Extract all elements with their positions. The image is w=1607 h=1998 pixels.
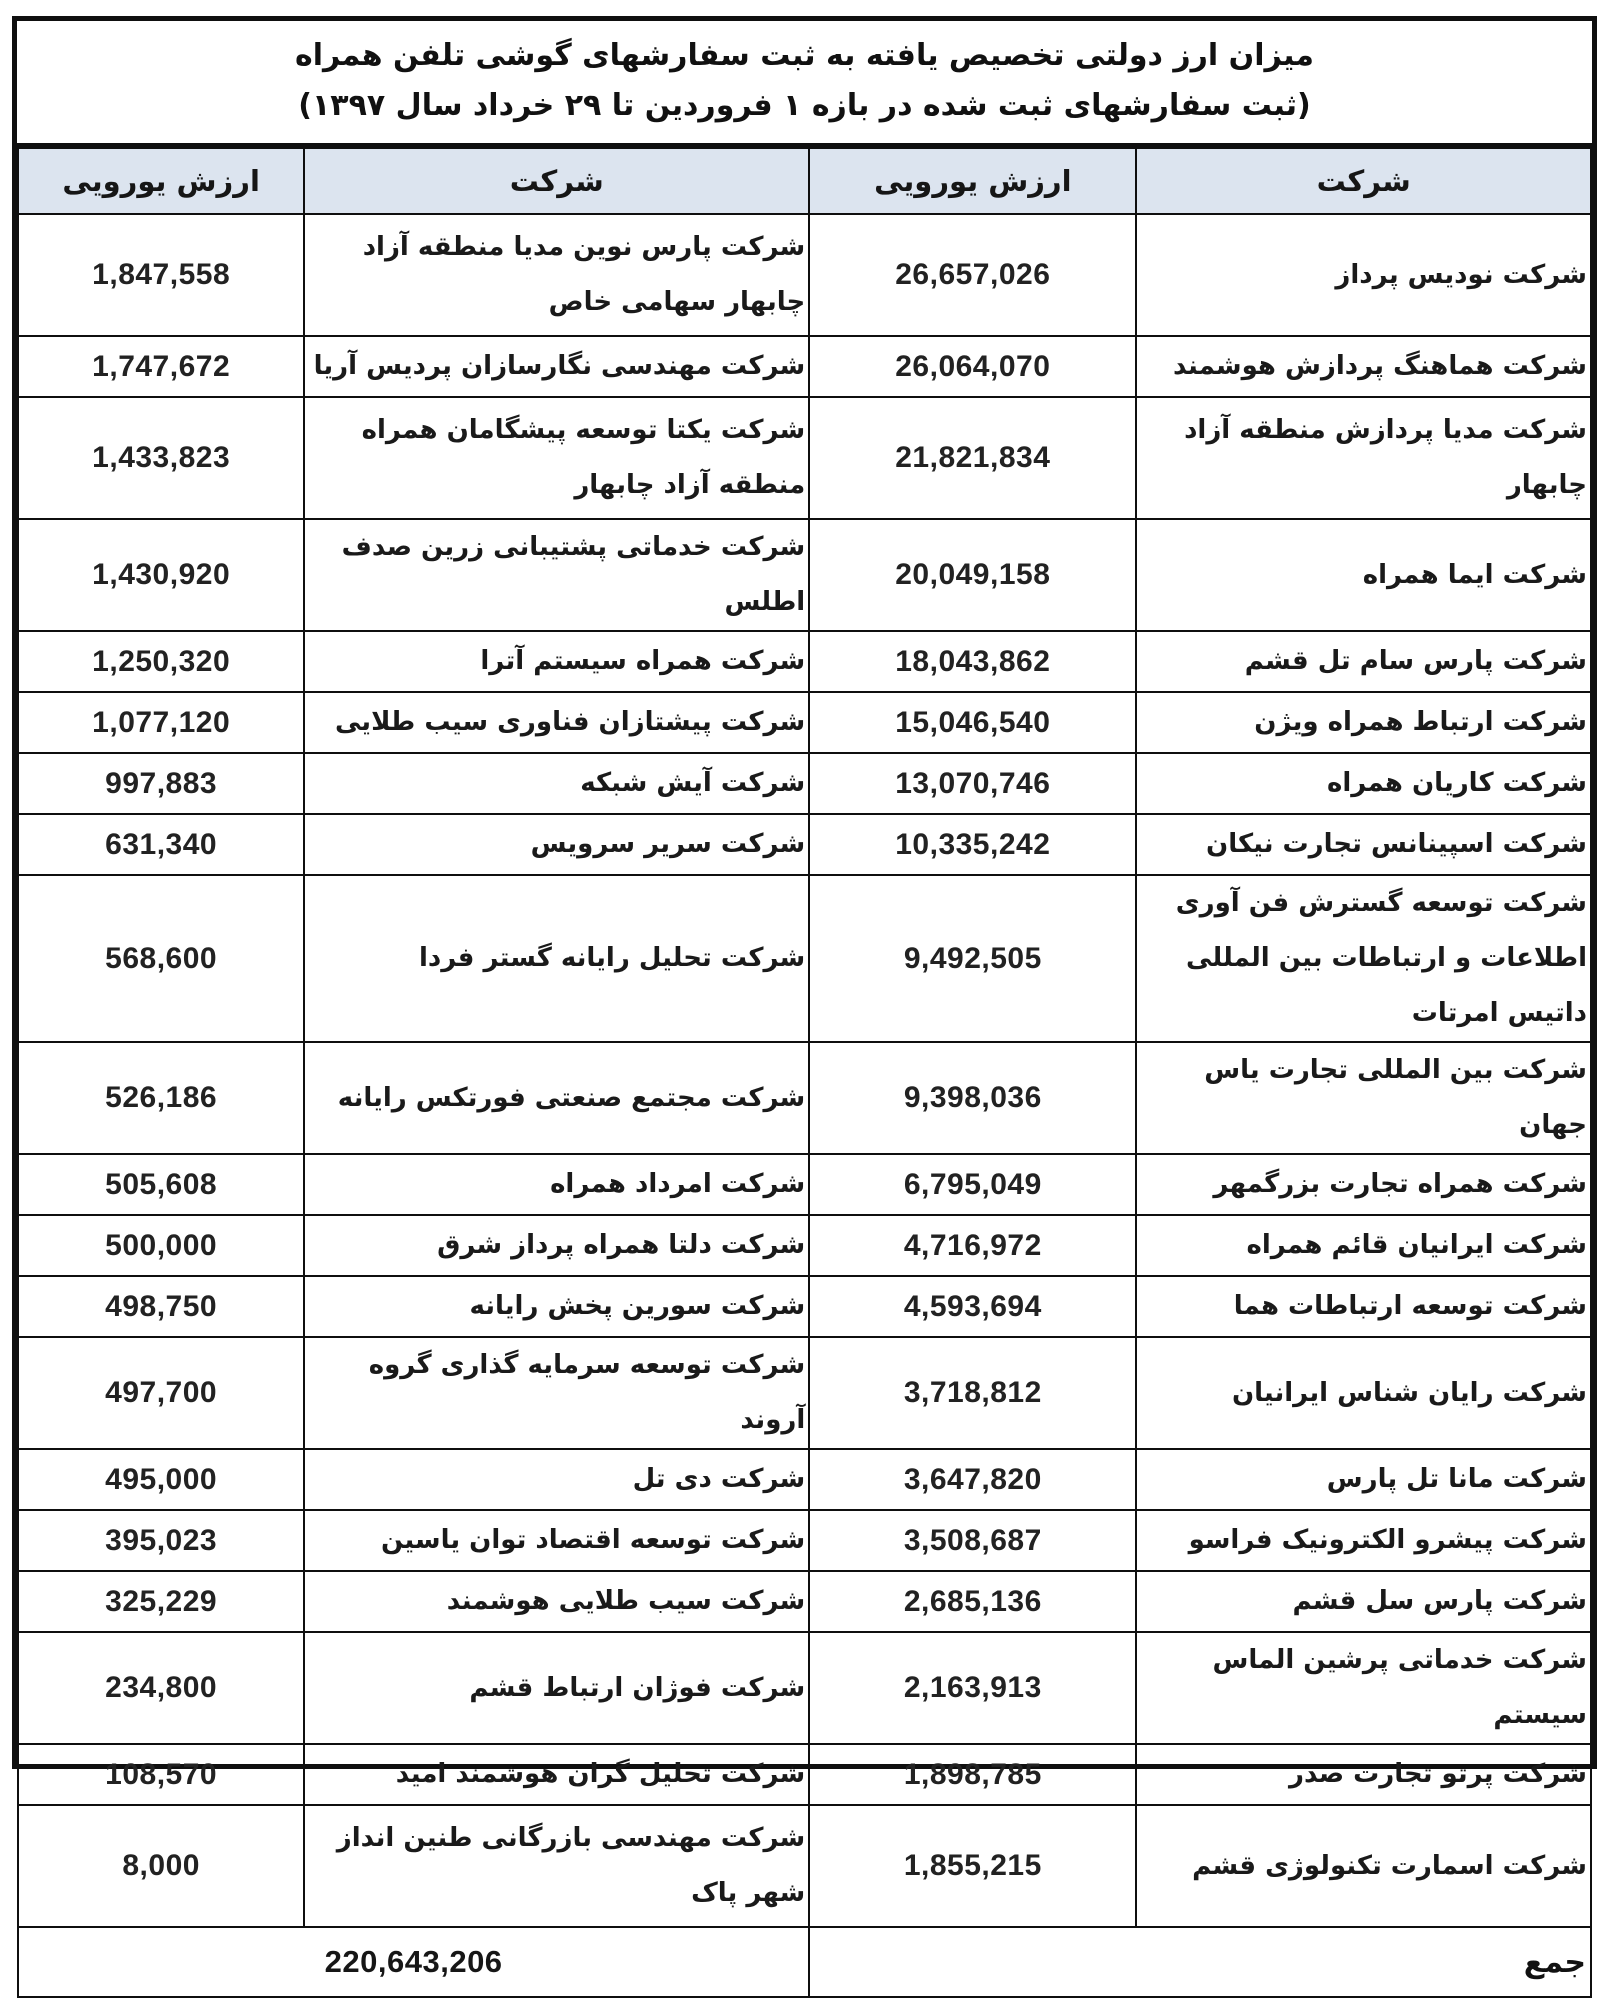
value-cell-right: 26,064,070 [809, 336, 1136, 397]
table-row [18, 397, 1591, 519]
table-row [18, 1744, 1591, 1805]
table-row [18, 753, 1591, 814]
table-sheet [12, 16, 1597, 1980]
company-cell-left: شرکت توسعه اقتصاد توان یاسین [304, 1510, 809, 1571]
company-cell-right: شرکت کاریان همراه [1136, 753, 1591, 814]
company-cell-left: شرکت سریر سرویس [304, 814, 809, 875]
table-row [18, 336, 1591, 397]
table-row [18, 1215, 1591, 1276]
company-cell-right: شرکت هماهنگ پردازش هوشمند [1136, 336, 1591, 397]
header-value-left: ارزش یورویی [18, 148, 304, 214]
company-cell-left: شرکت مهندسی نگارسازان پردیس آریا [304, 336, 809, 397]
value-cell-right: 9,492,505 [809, 875, 1136, 1042]
value-cell-right: 20,049,158 [809, 519, 1136, 631]
value-cell-right: 4,716,972 [809, 1215, 1136, 1276]
company-cell-right: شرکت پارس سل قشم [1136, 1571, 1591, 1632]
value-cell-left: 495,000 [18, 1449, 304, 1510]
company-cell-left: شرکت دی تل [304, 1449, 809, 1510]
value-cell-left: 325,229 [18, 1571, 304, 1632]
table-title: میزان ارز دولتی تخصیص یافته به ثبت سفارشهای گوشی تلفن همراه [295, 38, 1314, 73]
table-row [18, 1042, 1591, 1154]
table-subtitle: (ثبت سفارشهای ثبت شده در بازه ۱ فروردین تا ۲۹ خرداد سال ۱۳۹۷) [298, 88, 1311, 123]
company-cell-left: شرکت خدماتی پشتیبانی زرین صدف اطلس [304, 519, 809, 631]
table-row [18, 214, 1591, 336]
company-cell-left: شرکت دلتا همراه پرداز شرق [304, 1215, 809, 1276]
company-cell-right: شرکت اسپینانس تجارت نیکان [1136, 814, 1591, 875]
table-row [18, 814, 1591, 875]
company-cell-left: شرکت مهندسی بازرگانی طنین انداز شهر پاک [304, 1805, 809, 1927]
company-cell-left: شرکت پارس نوین مدیا منطقه آزاد چابهار سهامی خاص [304, 214, 809, 336]
company-cell-left: شرکت فوژان ارتباط قشم [304, 1632, 809, 1744]
value-cell-right: 21,821,834 [809, 397, 1136, 519]
value-cell-left: 500,000 [18, 1215, 304, 1276]
value-cell-left: 631,340 [18, 814, 304, 875]
value-cell-right: 15,046,540 [809, 692, 1136, 753]
value-cell-right: 2,163,913 [809, 1632, 1136, 1744]
value-cell-left: 1,077,120 [18, 692, 304, 753]
company-cell-right: شرکت توسعه گسترش فن آوری اطلاعات و ارتباطات بین المللی داتیس امرتات [1136, 875, 1591, 1042]
company-cell-left: شرکت همراه سیستم آترا [304, 631, 809, 692]
value-cell-right: 1,898,785 [809, 1744, 1136, 1805]
company-cell-right: شرکت نودیس پرداز [1136, 214, 1591, 336]
company-cell-right: شرکت ایما همراه [1136, 519, 1591, 631]
company-cell-left: شرکت آیش شبکه [304, 753, 809, 814]
company-cell-right: شرکت ارتباط همراه ویژن [1136, 692, 1591, 753]
value-cell-left: 498,750 [18, 1276, 304, 1337]
company-cell-right: شرکت همراه تجارت بزرگمهر [1136, 1154, 1591, 1215]
value-cell-right: 3,718,812 [809, 1337, 1136, 1449]
company-cell-right: شرکت پیشرو الکترونیک فراسو [1136, 1510, 1591, 1571]
company-cell-left: شرکت توسعه سرمایه گذاری گروه آروند [304, 1337, 809, 1449]
table-row [18, 1632, 1591, 1744]
company-cell-left: شرکت تحلیل گران هوشمند امید [304, 1744, 809, 1805]
table-row [18, 1276, 1591, 1337]
header-value-right: ارزش یورویی [809, 148, 1136, 214]
header-company-right: شرکت [1136, 148, 1591, 214]
value-cell-left: 395,023 [18, 1510, 304, 1571]
value-cell-left: 1,250,320 [18, 631, 304, 692]
company-cell-left: شرکت پیشتازان فناوری سیب طلایی [304, 692, 809, 753]
company-cell-left: شرکت یکتا توسعه پیشگامان همراه منطقه آزاد چابهار [304, 397, 809, 519]
company-cell-right: شرکت بین المللی تجارت یاس جهان [1136, 1042, 1591, 1154]
company-cell-left: شرکت سورین پخش رایانه [304, 1276, 809, 1337]
value-cell-left: 1,433,823 [18, 397, 304, 519]
value-cell-right: 18,043,862 [809, 631, 1136, 692]
value-cell-left: 234,800 [18, 1632, 304, 1744]
value-cell-right: 2,685,136 [809, 1571, 1136, 1632]
value-cell-left: 1,430,920 [18, 519, 304, 631]
value-cell-left: 108,570 [18, 1744, 304, 1805]
header-company-left: شرکت [304, 148, 809, 214]
value-cell-right: 1,855,215 [809, 1805, 1136, 1927]
company-cell-right: شرکت رایان شناس ایرانیان [1136, 1337, 1591, 1449]
value-cell-right: 9,398,036 [809, 1042, 1136, 1154]
value-cell-left: 526,186 [18, 1042, 304, 1154]
table-body [18, 214, 1591, 1927]
company-cell-right: شرکت پرتو تجارت صدر [1136, 1744, 1591, 1805]
total-label: جمع [809, 1927, 1591, 1997]
value-cell-right: 3,647,820 [809, 1449, 1136, 1510]
value-cell-right: 26,657,026 [809, 214, 1136, 336]
value-cell-right: 13,070,746 [809, 753, 1136, 814]
company-cell-right: شرکت خدماتی پرشین الماس سیستم [1136, 1632, 1591, 1744]
value-cell-left: 997,883 [18, 753, 304, 814]
value-cell-left: 497,700 [18, 1337, 304, 1449]
table-row [18, 1805, 1591, 1927]
total-value: 220,643,206 [18, 1927, 809, 1997]
value-cell-left: 1,847,558 [18, 214, 304, 336]
company-cell-left: شرکت تحلیل رایانه گستر فردا [304, 875, 809, 1042]
table-total-row [18, 1927, 1591, 1997]
company-cell-right: شرکت اسمارت تکنولوژی قشم [1136, 1805, 1591, 1927]
value-cell-right: 4,593,694 [809, 1276, 1136, 1337]
value-cell-left: 1,747,672 [18, 336, 304, 397]
allocation-table [17, 147, 1592, 1998]
company-cell-right: شرکت پارس سام تل قشم [1136, 631, 1591, 692]
table-row [18, 1154, 1591, 1215]
company-cell-right: شرکت توسعه ارتباطات هما [1136, 1276, 1591, 1337]
company-cell-right: شرکت مدیا پردازش منطقه آزاد چابهار [1136, 397, 1591, 519]
table-row [18, 1449, 1591, 1510]
value-cell-right: 6,795,049 [809, 1154, 1136, 1215]
company-cell-right: شرکت مانا تل پارس [1136, 1449, 1591, 1510]
table-row [18, 875, 1591, 1042]
company-cell-left: شرکت امرداد همراه [304, 1154, 809, 1215]
value-cell-left: 568,600 [18, 875, 304, 1042]
table-row [18, 1571, 1591, 1632]
table-row [18, 1337, 1591, 1449]
company-cell-right: شرکت ایرانیان قائم همراه [1136, 1215, 1591, 1276]
company-cell-left: شرکت مجتمع صنعتی فورتکس رایانه [304, 1042, 809, 1154]
company-cell-left: شرکت سیب طلایی هوشمند [304, 1571, 809, 1632]
table-title-block [17, 21, 1592, 147]
value-cell-left: 505,608 [18, 1154, 304, 1215]
table-header-row [18, 148, 1591, 214]
table-row [18, 519, 1591, 631]
value-cell-right: 3,508,687 [809, 1510, 1136, 1571]
table-row [18, 631, 1591, 692]
value-cell-left: 8,000 [18, 1805, 304, 1927]
table-row [18, 1510, 1591, 1571]
value-cell-right: 10,335,242 [809, 814, 1136, 875]
table-row [18, 692, 1591, 753]
